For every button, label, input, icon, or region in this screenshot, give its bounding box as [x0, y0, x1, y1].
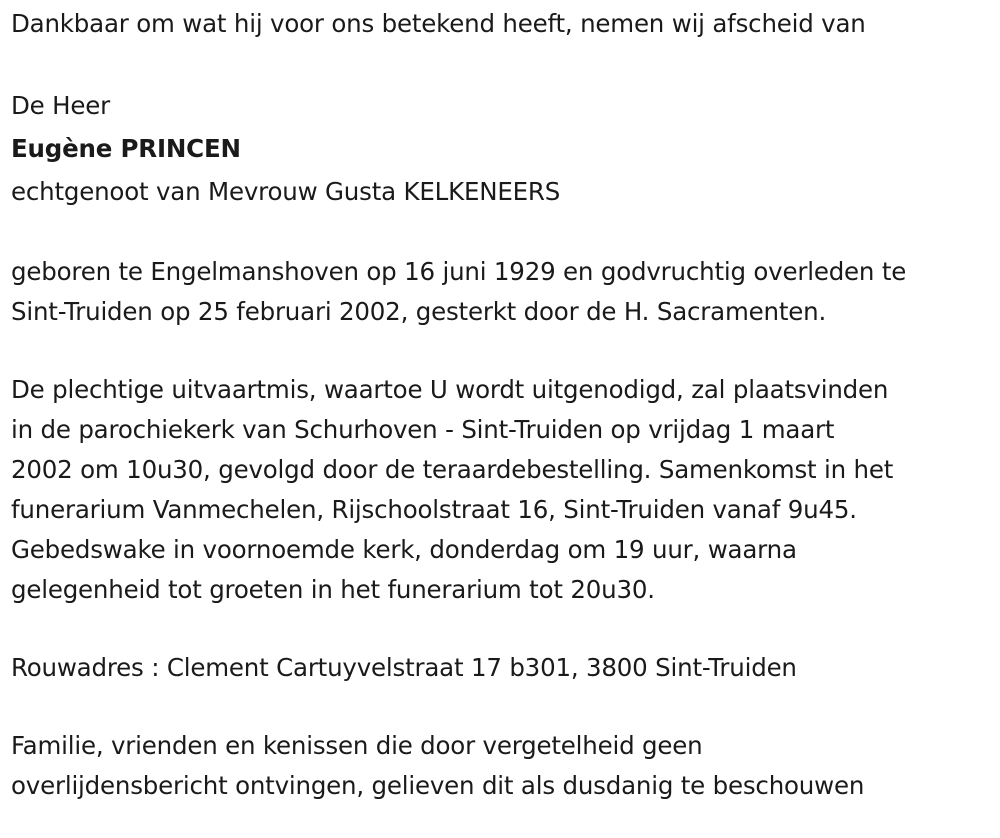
paragraph-line: geboren te Engelmanshoven op 16 juni 1929 en godvruchtig overleden te: [11, 257, 907, 286]
paragraph-line: in de parochiekerk van Schurhoven - Sint-Truiden op vrijdag 1 maart: [11, 415, 835, 444]
intro-text: Dankbaar om wat hij voor ons betekend heeft, nemen wij afscheid van: [11, 9, 866, 38]
birth-death-paragraph: [11, 252, 996, 332]
paragraph-line: overlijdensbericht ontvingen, gelieven dit als dusdanig te beschouwen: [11, 771, 865, 800]
deceased-name: Eugène PRINCEN: [11, 134, 241, 163]
paragraph-line: 2002 om 10u30, gevolgd door de teraardebestelling. Samenkomst in het: [11, 455, 894, 484]
paragraph-line: De plechtige uitvaartmis, waartoe U wordt uitgenodigd, zal plaatsvinden: [11, 375, 889, 404]
honorific: De Heer: [11, 91, 110, 120]
funeral-paragraph: [11, 370, 996, 610]
death-notice: [11, 4, 996, 806]
paragraph-line: Sint-Truiden op 25 februari 2002, gesterkt door de H. Sacramenten.: [11, 297, 827, 326]
paragraph-line: Gebedswake in voornoemde kerk, donderdag om 19 uur, waarna: [11, 535, 797, 564]
spouse-line: echtgenoot van Mevrouw Gusta KELKENEERS: [11, 177, 561, 206]
paragraph-line: funerarium Vanmechelen, Rijschoolstraat 16, Sint-Truiden vanaf 9u45.: [11, 495, 857, 524]
paragraph-line: Familie, vrienden en kenissen die door vergetelheid geen: [11, 731, 703, 760]
closing-paragraph: [11, 726, 996, 806]
mourning-address: Rouwadres : Clement Cartuyvelstraat 17 b301, 3800 Sint-Truiden: [11, 653, 797, 682]
paragraph-line: gelegenheid tot groeten in het funerarium tot 20u30.: [11, 575, 655, 604]
